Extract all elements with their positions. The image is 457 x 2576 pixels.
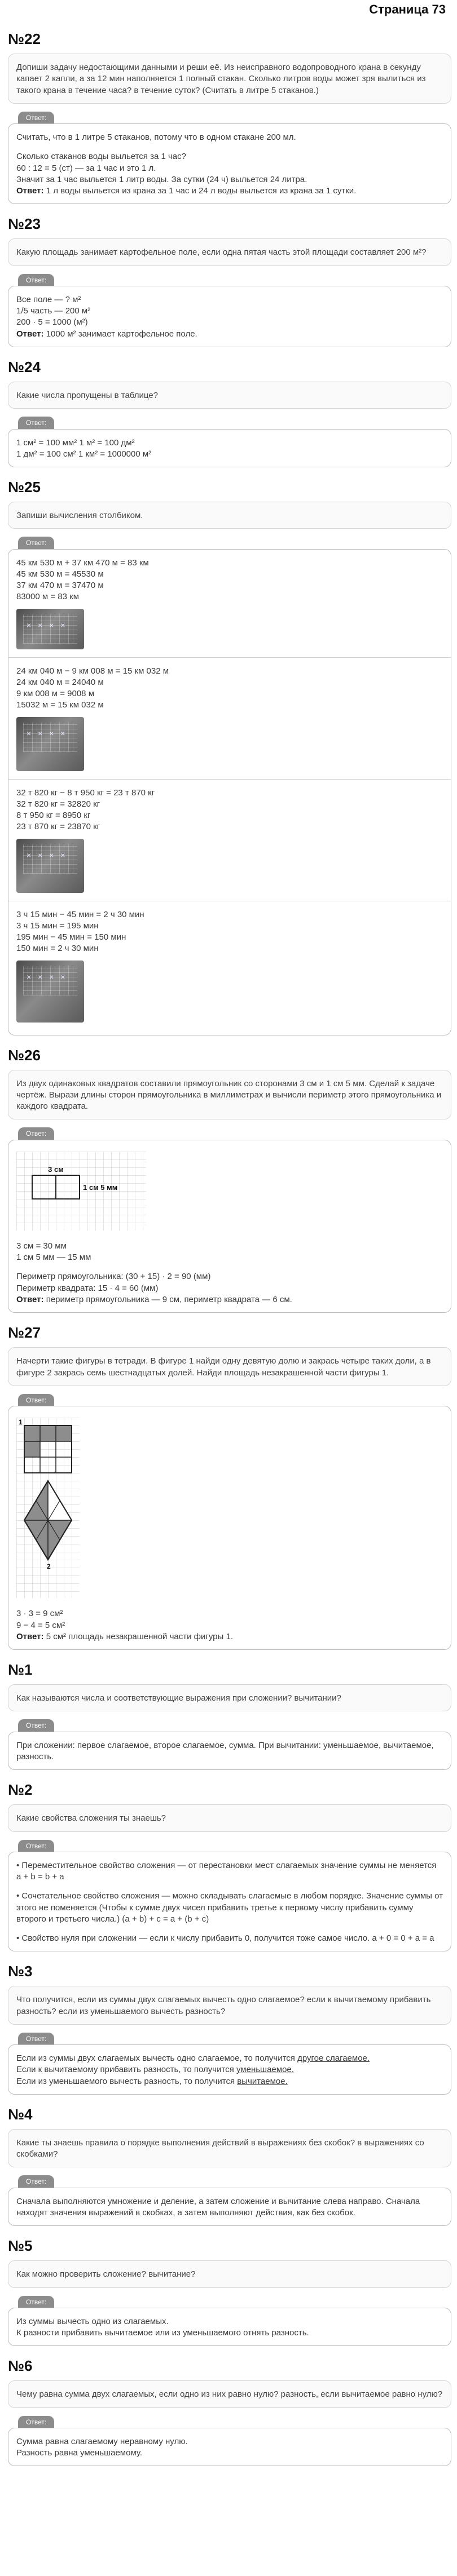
divider bbox=[8, 779, 451, 780]
answer-line: 3 ч 15 мин = 195 мин bbox=[16, 920, 99, 931]
answer-card bbox=[8, 2428, 451, 2467]
answer-label: Ответ: bbox=[16, 186, 44, 196]
question-card bbox=[8, 502, 451, 529]
page-header bbox=[8, 0, 451, 19]
question-card bbox=[8, 2380, 451, 2407]
question-4 bbox=[8, 2105, 451, 2226]
task-25 bbox=[8, 477, 451, 1035]
side-label-15mm: 1 см 5 мм bbox=[83, 1183, 118, 1192]
answer-tab[interactable]: Ответ: bbox=[18, 1394, 54, 1410]
task-number: №25 bbox=[8, 479, 41, 496]
question-text: Чему равна сумма двух слагаемых, если одно из них равно нулю? разность, если вычитаемое равно нулю? bbox=[16, 2389, 443, 2400]
question-card bbox=[8, 382, 451, 409]
question-card bbox=[8, 1804, 451, 1831]
answer-line bbox=[16, 2076, 443, 2087]
task-26 bbox=[8, 1046, 451, 1313]
divider bbox=[8, 657, 451, 658]
answer-tab[interactable]: Ответ: bbox=[18, 2033, 54, 2049]
shaded-part bbox=[24, 1426, 40, 1441]
task-number: №24 bbox=[8, 358, 41, 375]
answer-text: Если к вычитаемому прибавить разность, то получится bbox=[16, 2065, 236, 2075]
question-text: Из двух одинаковых квадратов составили прямоугольник со сторонами 3 см и 1 см 5 мм. Сделай к задаче чертёж. Вырази длины сторон прямоугольника в миллиметрах и вычисли периметр этого прямоугольника и каждого квадрата. bbox=[16, 1078, 442, 1112]
page-title: Страница 73 bbox=[369, 2, 446, 16]
answer-card bbox=[8, 1732, 451, 1771]
answer-label: Ответ: bbox=[16, 329, 44, 339]
question-card bbox=[8, 1986, 451, 2025]
answer-line: • Сочетательное свойство сложения — можно складывать слагаемые в любом порядке. Значение суммы от этого не поменяется (Чтобы к сумме двух чисел прибавить третье к первому числу прибавить сумму второго и третьего числа.) (a + b) + c = a + (b + c) bbox=[16, 1891, 443, 1924]
answer-card bbox=[8, 123, 451, 204]
answer-line: 3 ч 15 мин − 45 мин = 2 ч 30 мин bbox=[16, 909, 144, 919]
answer-line: 1/5 часть — 200 м² bbox=[16, 306, 91, 316]
answer-line: 3 см = 30 мм bbox=[16, 1241, 67, 1251]
question-text: Какие числа пропущены в таблице? bbox=[16, 391, 159, 401]
answer-line: 83000 м = 83 км bbox=[16, 592, 80, 602]
question-card bbox=[8, 1070, 451, 1120]
figures-drawing bbox=[16, 1418, 443, 1601]
question-card bbox=[8, 54, 451, 104]
question-6 bbox=[8, 2356, 451, 2466]
answer-card bbox=[8, 286, 451, 347]
answer-text: 1 л воды выльется из крана за 1 час и 24 л воды выльется из крана за 1 сутки. bbox=[43, 186, 357, 196]
answer-tab[interactable]: Ответ: bbox=[18, 1127, 54, 1144]
answer-line: 9 км 008 м = 9008 м bbox=[16, 689, 95, 699]
answer-emphasis: уменьшаемое. bbox=[236, 2065, 294, 2075]
figure-1-label: 1 bbox=[19, 1418, 23, 1427]
task-number: №5 bbox=[8, 2237, 33, 2255]
answer-label: Ответ: bbox=[16, 1294, 44, 1304]
question-text: Какую площадь занимает картофельное поле, если одна пятая часть этой площади составляет 200 м²? bbox=[16, 247, 427, 258]
answer-card bbox=[8, 2188, 451, 2227]
answer-line: • Свойство нуля при сложении — если к числу прибавить 0, получится тоже самое число. a + 0 = 0 + a = a bbox=[16, 1933, 434, 1943]
task-number: №27 bbox=[8, 1324, 41, 1342]
task-24 bbox=[8, 357, 451, 467]
answer-line: 3 · 3 = 9 см² bbox=[16, 1609, 63, 1619]
task-number: №1 bbox=[8, 1661, 33, 1679]
answer-line: Периметр квадрата: 15 · 4 = 60 (мм) bbox=[16, 1283, 159, 1293]
answer-line: 1 см 5 мм — 15 мм bbox=[16, 1252, 91, 1263]
answer-text: Если из уменьшаемого вычесть разность, то получится bbox=[16, 2076, 238, 2086]
answer-line: • Переместительное свойство сложения — от перестановки мест слагаемых значение суммы не меняется a + b = b + a bbox=[16, 1860, 437, 1882]
shaded-part bbox=[24, 1441, 40, 1457]
answer-tab[interactable]: Ответ: bbox=[18, 417, 54, 433]
answer-card bbox=[8, 429, 451, 468]
answer-tab[interactable]: Ответ: bbox=[18, 274, 54, 290]
task-number: №26 bbox=[8, 1046, 41, 1064]
question-1 bbox=[8, 1660, 451, 1770]
answer-tab[interactable]: Ответ: bbox=[18, 1719, 54, 1736]
answer-line: Разность равна уменьшаемому. bbox=[16, 2448, 143, 2458]
answer-card bbox=[8, 2044, 451, 2095]
answer-line: 23 т 870 кг = 23870 кг bbox=[16, 822, 100, 832]
answer-text: 5 см² площадь незакрашенной части фигуры 1. bbox=[43, 1631, 233, 1641]
answer-card bbox=[8, 2308, 451, 2347]
answer-line: 24 км 040 м = 24040 м bbox=[16, 677, 104, 687]
answer-line: Сумма равна слагаемому неравному нулю. bbox=[16, 2436, 188, 2446]
task-number: №6 bbox=[8, 2357, 33, 2375]
task-number: №22 bbox=[8, 30, 41, 47]
answer-tab[interactable]: Ответ: bbox=[18, 537, 54, 553]
answer-tab[interactable]: Ответ: bbox=[18, 2175, 54, 2192]
question-card bbox=[8, 1684, 451, 1711]
answer-emphasis: другое слагаемое. bbox=[297, 2053, 370, 2064]
answer-line: 1 см² = 100 мм² 1 м² = 100 дм² bbox=[16, 437, 135, 448]
task-27 bbox=[8, 1323, 451, 1650]
rectangle-grid-svg bbox=[16, 1152, 146, 1231]
question-text: Начерти такие фигуры в тетради. В фигуре 1 найди одну девятую долю и закрась четыре таких доли, а в фигуре 2 закрась семь шестнадцатых долей. Найди площадь незакрашенной части фигуры 1. bbox=[16, 1356, 431, 1378]
question-card bbox=[8, 2129, 451, 2168]
answer-card bbox=[8, 549, 451, 1035]
answer-emphasis: вычитаемое. bbox=[237, 2076, 288, 2086]
answer-line: 45 км 530 м = 45530 м bbox=[16, 569, 104, 579]
answer-line: 200 · 5 = 1000 (м²) bbox=[16, 317, 88, 327]
question-5 bbox=[8, 2236, 451, 2346]
task-number: №3 bbox=[8, 1963, 33, 1980]
grid-background bbox=[16, 1152, 146, 1231]
answer-line bbox=[16, 1631, 443, 1643]
answer-tab[interactable]: Ответ: bbox=[18, 1840, 54, 1856]
answer-line: 195 мин − 45 мин = 150 мин bbox=[16, 932, 126, 942]
question-2 bbox=[8, 1780, 451, 1951]
handwritten-calculation-photo[interactable] bbox=[16, 609, 84, 649]
question-card bbox=[8, 1347, 451, 1386]
answer-line: 32 т 820 кг = 32820 кг bbox=[16, 799, 100, 809]
answer-line: 8 т 950 кг = 8950 кг bbox=[16, 811, 91, 821]
question-text: Что получится, если из суммы двух слагаемых вычесть одно слагаемое? если к вычитаемому прибавить разность? если из уменьшаемого вычесть разность? bbox=[16, 1995, 431, 2016]
task-number: №23 bbox=[8, 215, 41, 233]
answer-line: Сколько стаканов воды выльется за 1 час? bbox=[16, 152, 186, 162]
task-23 bbox=[8, 214, 451, 347]
rectangle-drawing bbox=[16, 1152, 443, 1234]
shaded-part bbox=[56, 1426, 72, 1441]
question-text: Какие свойства сложения ты знаешь? bbox=[16, 1813, 166, 1823]
answer-card bbox=[8, 1140, 451, 1313]
answer-label: Ответ: bbox=[16, 1631, 44, 1641]
answer-card bbox=[8, 1852, 451, 1952]
answer-line: 24 км 040 м − 9 км 008 м = 15 км 032 м bbox=[16, 666, 169, 676]
answer-line: При сложении: первое слагаемое, второе слагаемое, сумма. При вычитании: уменьшаемое, вычитаемое, разность. bbox=[16, 1740, 434, 1761]
answer-line bbox=[16, 2053, 443, 2064]
question-text: Какие ты знаешь правила о порядке выполнения действий в выражениях без скобок? в выражениях со скобками? bbox=[16, 2137, 424, 2159]
answer-line: 45 км 530 м + 37 км 470 м = 83 км bbox=[16, 557, 149, 568]
handwritten-calculation-photo[interactable] bbox=[16, 839, 84, 893]
question-text: Допиши задачу недостающими данными и реши её. Из неисправного водопроводного крана в секунду капает 2 капли, а за 12 мин наполняется 1 полный стакан. Сколько литров воды может зря вылиться из такого крана в течение часа? в течение суток? (Считать в литре 5 стаканов.) bbox=[16, 63, 426, 95]
answer-line: К разности прибавить вычитаемое или из уменьшаемого отнять разность. bbox=[16, 2328, 309, 2338]
question-text: Как можно проверить сложение? вычитание? bbox=[16, 2269, 196, 2280]
side-label-3cm: 3 см bbox=[48, 1165, 64, 1174]
answer-line bbox=[16, 329, 443, 340]
answer-line: 15032 м = 15 км 032 м bbox=[16, 700, 104, 710]
answer-line: Считать, что в 1 литре 5 стаканов, потому что в одном стакане 200 мл. bbox=[16, 132, 296, 143]
question-3 bbox=[8, 1962, 451, 2095]
answer-tab[interactable]: Ответ: bbox=[18, 112, 54, 128]
answer-text: 1000 м² занимает картофельное поле. bbox=[43, 329, 197, 339]
task-number: №2 bbox=[8, 1781, 33, 1799]
answer-tab[interactable]: Ответ: bbox=[18, 2416, 54, 2432]
answer-line: Периметр прямоугольника: (30 + 15) · 2 = 90 (мм) bbox=[16, 1272, 211, 1282]
question-text: Запиши вычисления столбиком. bbox=[16, 511, 143, 521]
answer-tab[interactable]: Ответ: bbox=[18, 2296, 54, 2312]
answer-line bbox=[16, 185, 443, 197]
task-22 bbox=[8, 29, 451, 204]
answer-text: Если из суммы двух слагаемых вычесть одно слагаемое, то получится bbox=[16, 2053, 298, 2064]
handwritten-calculation-photo[interactable] bbox=[16, 717, 84, 771]
answer-line: 32 т 820 кг − 8 т 950 кг = 23 т 870 кг bbox=[16, 787, 155, 798]
handwritten-calculation-photo[interactable] bbox=[16, 961, 84, 1023]
answer-line: Сначала выполняются умножение и деление, а затем сложение и вычитание слева направо. Сначала находят значения выражений в скобках, а затем выполняют действия, как без скобок. bbox=[16, 2196, 420, 2218]
answer-line: Из суммы вычесть одно из слагаемых. bbox=[16, 2316, 169, 2326]
question-card bbox=[8, 238, 451, 265]
answer-line: Значит за 1 час выльется 1 литр воды. За сутки (24 ч) выльется 24 литра. bbox=[16, 174, 307, 184]
answer-line bbox=[16, 1294, 443, 1305]
answer-line: 1 дм² = 100 см² 1 км² = 1000000 м² bbox=[16, 449, 152, 459]
answer-line: 37 км 470 м = 37470 м bbox=[16, 581, 104, 591]
answer-card bbox=[8, 1406, 451, 1650]
figure-2-label: 2 bbox=[47, 1563, 51, 1571]
task-number: №4 bbox=[8, 2105, 33, 2123]
figures-grid-svg bbox=[16, 1418, 80, 1598]
question-card bbox=[8, 2260, 451, 2287]
answer-line bbox=[16, 2064, 443, 2075]
answer-line: Все поле — ? м² bbox=[16, 294, 81, 304]
question-text: Как называются числа и соответствующие выражения при сложении? вычитании? bbox=[16, 1693, 341, 1703]
answer-line: 150 мин = 2 ч 30 мин bbox=[16, 944, 99, 954]
answer-line: 60 : 12 = 5 (ст) — за 1 час и это 1 л. bbox=[16, 163, 156, 173]
answer-text: периметр прямоугольника — 9 см, периметр квадрата — 6 см. bbox=[43, 1294, 292, 1304]
answer-line: 9 − 4 = 5 см² bbox=[16, 1620, 65, 1630]
shaded-part bbox=[40, 1426, 56, 1441]
